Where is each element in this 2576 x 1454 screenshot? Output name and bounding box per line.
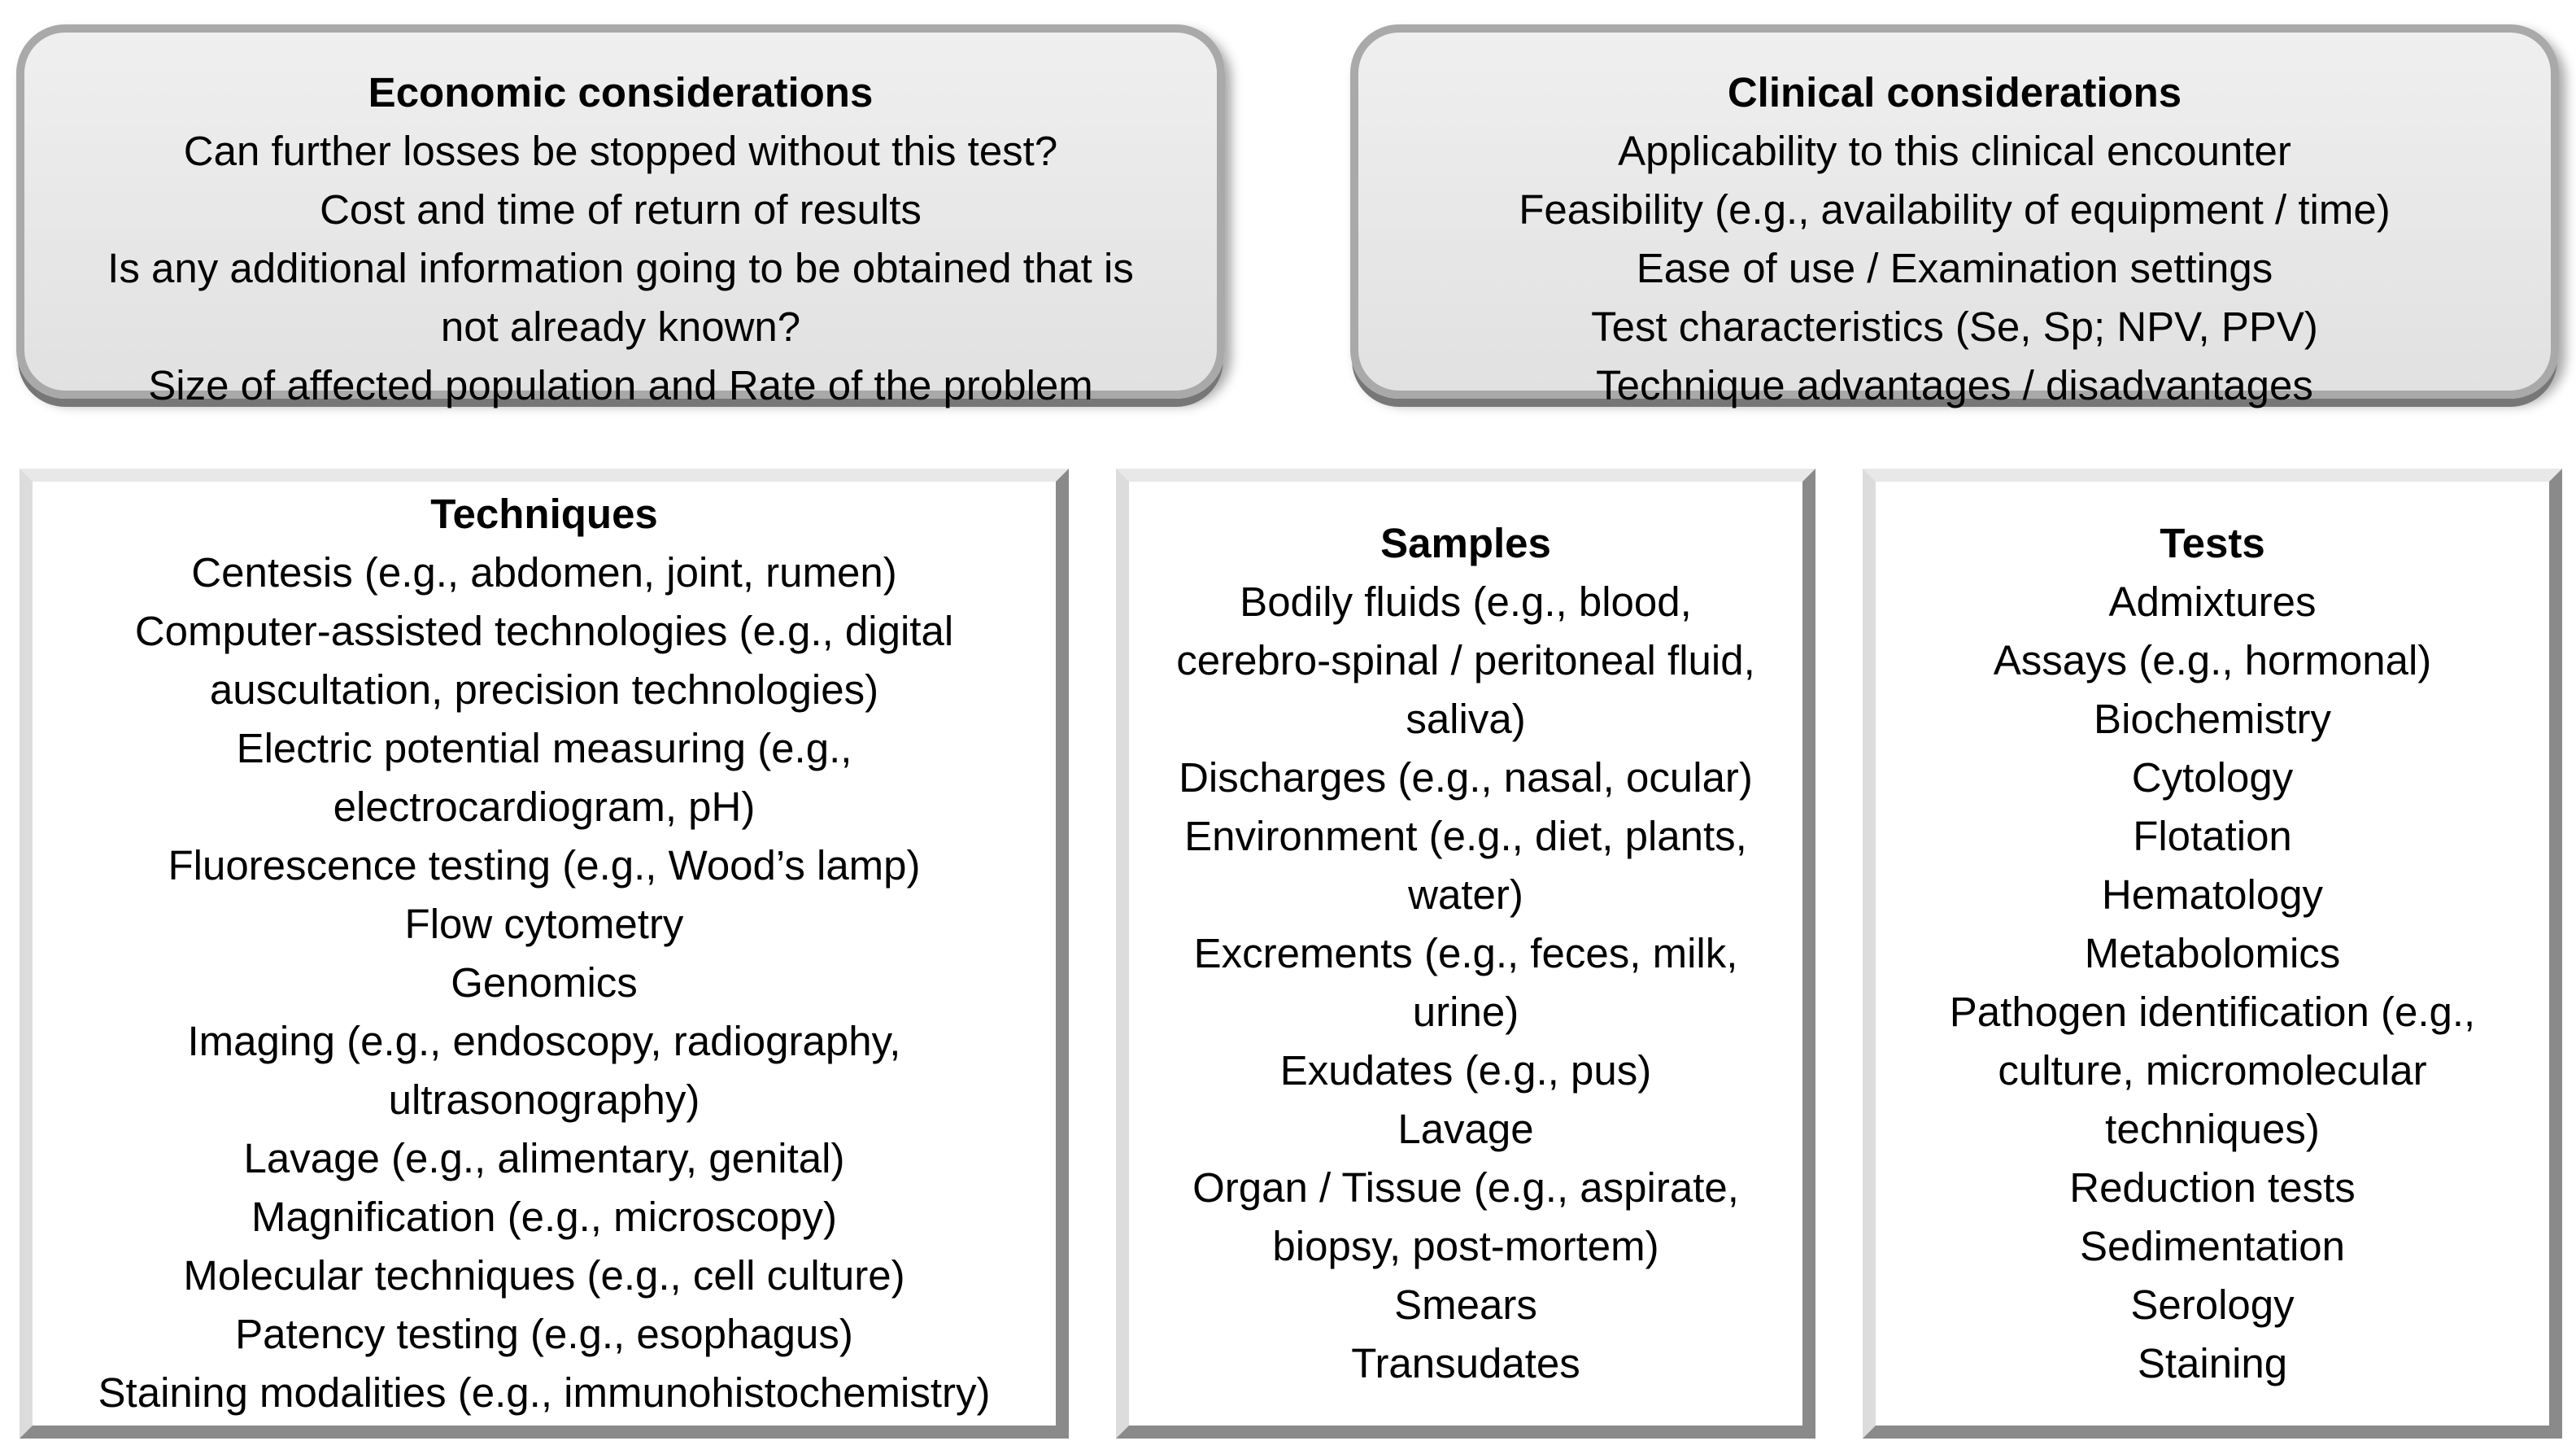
- techniques-box: [20, 469, 1069, 1439]
- samples-box: [1116, 469, 1815, 1439]
- clinical-line: Applicability to this clinical encounter: [1618, 128, 2291, 174]
- samples-line: Environment (e.g., diet, plants,: [1184, 813, 1747, 859]
- clinical-line: Test characteristics (Se, Sp; NPV, PPV): [1591, 303, 2318, 350]
- samples-line: Bodily fluids (e.g., blood,: [1240, 579, 1692, 625]
- tests-line: techniques): [2105, 1106, 2320, 1152]
- economic-line: Is any additional information going to be obtained that is: [107, 245, 1134, 291]
- economic-considerations-title: Economic considerations: [368, 69, 874, 116]
- economic-line: Size of affected population and Rate of the problem: [148, 362, 1093, 408]
- economic-line: Can further losses be stopped without this test?: [183, 128, 1058, 174]
- techniques-line: electrocardiogram, pH): [333, 784, 756, 830]
- clinical-considerations-title: Clinical considerations: [1727, 69, 2182, 116]
- samples-line: Organ / Tissue (e.g., aspirate,: [1192, 1164, 1739, 1211]
- clinical-considerations-box: [1350, 24, 2559, 408]
- samples-line: Discharges (e.g., nasal, ocular): [1179, 754, 1753, 801]
- techniques-line: Patency testing (e.g., esophagus): [235, 1311, 853, 1357]
- clinical-line: Technique advantages / disadvantages: [1596, 362, 2313, 408]
- tests-line: Cytology: [2131, 754, 2294, 801]
- techniques-line: Electric potential measuring (e.g.,: [236, 725, 852, 771]
- samples-line: water): [1408, 871, 1523, 918]
- samples-line: Excrements (e.g., feces, milk,: [1193, 930, 1738, 976]
- techniques-line: Genomics: [451, 959, 638, 1006]
- techniques-line: Lavage (e.g., alimentary, genital): [243, 1135, 845, 1181]
- samples-line: Exudates (e.g., pus): [1279, 1047, 1652, 1094]
- techniques-line: Molecular techniques (e.g., cell culture): [183, 1252, 905, 1299]
- tests-line: Staining: [2137, 1340, 2288, 1386]
- samples-line: saliva): [1406, 696, 1526, 742]
- clinical-line: Ease of use / Examination settings: [1636, 245, 2273, 291]
- tests-line: Assays (e.g., hormonal): [1993, 637, 2432, 683]
- economic-line: Cost and time of return of results: [320, 186, 922, 233]
- techniques-line: Centesis (e.g., abdomen, joint, rumen): [191, 549, 897, 596]
- techniques-line: Magnification (e.g., microscopy): [251, 1194, 837, 1240]
- techniques-line: Imaging (e.g., endoscopy, radiography,: [187, 1018, 901, 1064]
- tests-line: Admixtures: [2108, 579, 2317, 625]
- samples-line: Lavage: [1397, 1106, 1534, 1152]
- samples-line: biopsy, post-mortem): [1272, 1223, 1659, 1269]
- techniques-line: Flow cytometry: [404, 901, 684, 947]
- tests-line: Metabolomics: [2084, 930, 2341, 976]
- economic-line: not already known?: [440, 303, 801, 350]
- tests-line: Reduction tests: [2069, 1164, 2356, 1211]
- clinical-line: Feasibility (e.g., availability of equipment / time): [1519, 186, 2391, 233]
- economic-considerations-box: [16, 24, 1225, 408]
- techniques-line: auscultation, precision technologies): [209, 666, 879, 713]
- tests-line: Hematology: [2101, 871, 2324, 918]
- tests-line: Sedimentation: [2079, 1223, 2346, 1269]
- techniques-title: Techniques: [430, 491, 658, 537]
- tests-line: Biochemistry: [2094, 696, 2331, 742]
- samples-line: Transudates: [1351, 1340, 1580, 1386]
- tests-line: culture, micromolecular: [1998, 1047, 2427, 1094]
- tests-line: Serology: [2130, 1282, 2295, 1328]
- samples-title: Samples: [1380, 520, 1551, 566]
- tests-line: Pathogen identification (e.g.,: [1949, 989, 2476, 1035]
- techniques-line: Staining modalities (e.g., immunohistochemistry): [98, 1369, 991, 1416]
- tests-title: Tests: [2160, 520, 2265, 566]
- techniques-line: Fluorescence testing (e.g., Wood’s lamp): [168, 842, 921, 889]
- samples-line: cerebro-spinal / peritoneal fluid,: [1176, 637, 1755, 683]
- techniques-line: ultrasonography): [388, 1076, 700, 1123]
- techniques-line: Computer-assisted technologies (e.g., digital: [134, 608, 954, 654]
- samples-line: urine): [1412, 989, 1519, 1035]
- tests-box: [1863, 469, 2562, 1439]
- samples-line: Smears: [1394, 1282, 1537, 1328]
- tests-line: Flotation: [2133, 813, 2292, 859]
